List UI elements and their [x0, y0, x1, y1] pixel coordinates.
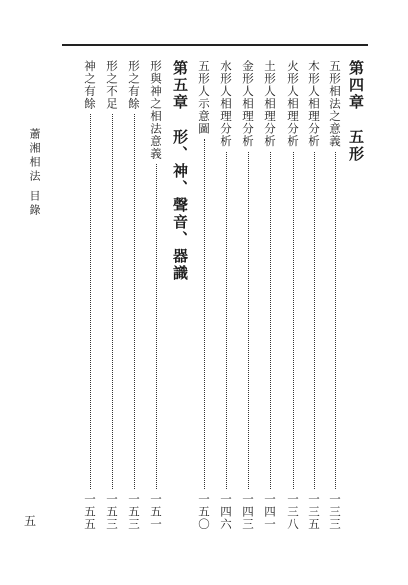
chapter-5-heading [170, 60, 191, 530]
toc-entry-page: 一五〇 [197, 492, 211, 530]
toc-entry[interactable] [306, 60, 322, 530]
toc-entry-page: 一三三 [328, 492, 342, 530]
toc-entry-page: 一五一 [149, 492, 163, 530]
toc-entry-title: 形之不足 [105, 60, 119, 110]
toc-entry-page: 一三五 [307, 492, 321, 530]
toc-entry-title: 形之有餘 [127, 60, 141, 110]
dot-leader [134, 110, 135, 493]
toc-entry[interactable] [148, 60, 164, 530]
dot-leader [270, 148, 271, 493]
dot-leader [90, 110, 91, 493]
toc-entry[interactable] [82, 60, 98, 530]
chapter-4-title: 五形 [347, 129, 365, 163]
toc-entry-page: 一三八 [286, 492, 300, 530]
dot-leader [156, 160, 157, 493]
toc-entry[interactable] [240, 60, 256, 530]
dot-leader [248, 148, 249, 493]
dot-leader [204, 135, 205, 493]
toc-entry-page: 一五三 [105, 492, 119, 530]
chapter-4-heading [346, 60, 367, 530]
toc-entry-title: 木形人相理分析 [307, 60, 321, 148]
chapter-5-label: 第五章 [171, 60, 189, 111]
dot-leader [226, 148, 227, 493]
toc-entry[interactable] [218, 60, 234, 530]
running-header [26, 128, 42, 218]
toc-entry-page: 一五五 [83, 492, 97, 530]
chapter-4-label: 第四章 [347, 60, 365, 111]
book-title: 蕭湘相法 [28, 128, 41, 184]
toc-entry[interactable] [262, 60, 278, 530]
toc-entry-title: 火形人相理分析 [286, 60, 300, 148]
toc-entry-page: 一四一 [263, 492, 277, 530]
toc-entry[interactable] [196, 60, 212, 530]
toc-entry[interactable] [327, 60, 343, 530]
toc-entry-title: 五形人示意圖 [197, 60, 211, 135]
section-label: 目錄 [28, 190, 41, 218]
toc-entry-title: 金形人相理分析 [241, 60, 255, 148]
toc-entry[interactable] [126, 60, 142, 530]
dot-leader [335, 148, 336, 493]
page-number: 五 [24, 514, 37, 528]
toc-entry-title: 形與神之相法意義 [149, 60, 163, 160]
dot-leader [314, 148, 315, 493]
chapter-5-title: 形、神、聲音、器識 [171, 129, 189, 282]
toc-entry-page: 一五三 [127, 492, 141, 530]
dot-leader [293, 148, 294, 493]
toc-entry-page: 一四三 [241, 492, 255, 530]
toc-entry[interactable] [104, 60, 120, 530]
toc-entry-title: 土形人相理分析 [263, 60, 277, 148]
top-rule [62, 44, 368, 46]
toc-entry[interactable] [285, 60, 301, 530]
dot-leader [112, 110, 113, 493]
toc-entry-page: 一四六 [219, 492, 233, 530]
toc-entry-title: 水形人相理分析 [219, 60, 233, 148]
toc-entry-title: 神之有餘 [83, 60, 97, 110]
toc-entry-title: 五形相法之意義 [328, 60, 342, 148]
